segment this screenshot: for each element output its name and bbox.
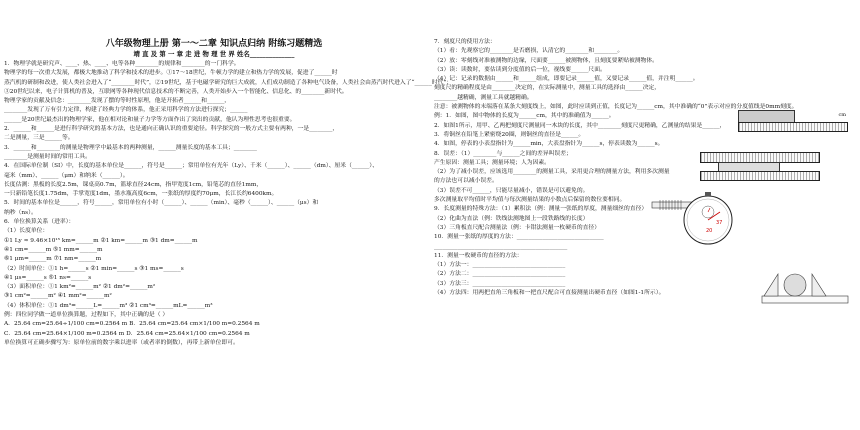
left-text-line: ①1 Ly ≈ 9.46×10¹⁵ km=______m ②1 km=______m ③1 dm=______m [4, 237, 198, 244]
right-text-line: （3）方法三：________________________________ [434, 280, 566, 287]
left-text-line: （2）时间单位：①1 h=______s ②1 min=______s ③1 ms=______s [4, 265, 184, 272]
left-text-line: （3）面积单位：①1 km²=______m² ②1 dm²=______m² [4, 284, 156, 291]
right-text-line: 例：1．如图，图中物体的长度为______cm，其中的准确值为______。 [434, 113, 615, 120]
left-text-line: 一只新铅笔长度1.75dm，手掌宽度1dm，墨水瓶高度6cm，一张纸的厚度约70μm，长江长约6400km。 [4, 191, 278, 198]
right-text-line: （3）读：读数时，要估读到分度值的后一位，视线要______尺面。 [434, 66, 606, 73]
left-text-line: ④1 cm=______m ⑤1 mm=______m [4, 246, 103, 253]
right-text-line: ______________________________________________ [434, 243, 568, 250]
left-text-line: 例：四位同学做一道单位换算题，过程如下，其中正确的是（ ） [4, 312, 169, 319]
right-text-line: 8．误差：（1）________与______之间的差异叫误差； [434, 150, 572, 157]
page-subtitle: 靖 直 及 第 一 章 走 进 物 理 世 界 姓名______________ [133, 50, 295, 58]
page-title: 八年级物理上册 第一～二章 知识点归纳 附练习题精选 [105, 39, 323, 49]
stopwatch-number-20: 20 [706, 228, 713, 234]
left-text-line: 物理学的每一次重大发展，都极大地推动了科学和技术的进步。①17～18世纪，牛顿力学的建立和热力学的发展，促进了______时 [4, 70, 338, 77]
ruler-unit-label: cm [838, 112, 846, 118]
right-text-line: 产生原因：测量工具；测量环境；人为因素。 [434, 159, 550, 166]
left-text-line: 2．______和______是进行科学研究的基本方法，也是通向正确认识的重要途径。科学探究的一般方式主要有两种，一是________， [4, 126, 339, 133]
left-text-line: ⑥1 μm=______m ⑦1 nm=______m [4, 256, 102, 263]
right-text-line: （2）方法二：________________________________ [434, 271, 566, 278]
left-text-line: 3．______和________的测量是物理学中最基本的两种测量，______测量长度的基本工具；________ [4, 144, 257, 151]
right-text-line: （1）看：先观察它的________是否磨损，认清它的________和________。 [434, 48, 624, 55]
ruler-icon [700, 171, 820, 181]
left-text-line: ______是20世纪最杰出的物理学家，他在相对论和量子力学等方面作出了突出的贡献，他认为理性思考也很重要。 [4, 116, 296, 123]
right-text-line: 9．长度测量的特殊方法：（1）累积法（例：测量一张纸的厚度，测量细丝的直径） [434, 206, 648, 213]
right-text-line: （3）误差不可______，只能尽量减小，错误是可以避免的。 [434, 187, 589, 194]
left-text-line: ________是测量时间的常用工具。 [4, 153, 91, 160]
stopwatch-icon [680, 190, 736, 246]
coin-triangle-icon [760, 268, 850, 306]
left-text-line: ________发现了万有引力定律，构建了经典力学的体系，他正采用科学的方法进行探究；______ [4, 107, 248, 114]
left-text-line: 单位换算可正确步骤写为：原单位前的数字乘以进率（或者率的倒数），再带上新单位即可。 [4, 339, 239, 346]
left-text-line: ④1 μs=______s ⑤1 ns=______s [4, 274, 92, 281]
left-text-block [4, 60, 453, 348]
right-text-line: （4）方法四：用两把直角三角板和一把直尺配合可直接测量出硬币直径（如图1-1所示）。 [434, 290, 665, 297]
right-text-line: 2．如图1所示，用甲、乙两把刻度尺测量同一木块的长度，其中________刻度尺更精确，乙测量的结果是______， [434, 122, 726, 129]
right-text-line: 的方法也可以减小误差。 [434, 178, 498, 185]
left-text-line: 蒸汽机的研制和改进，使人类社会进入了“________时代”，②19世纪，基于电磁学研究的巨大成就，人们成功制造了各种电气设备，人类社会由蒸汽时代进入了“______时代”； [4, 79, 453, 86]
right-text-line: （3）三角板直尺配合测量法（例：卡钳法测量一枚硬币的直径） [434, 224, 601, 231]
left-text-line: C．25.64 cm=25.64×1/100 m=0.2564 m D．25.64 cm=25.64×1/100 cm=0.2564 m [4, 330, 250, 337]
right-text-line: 4．如图，停表的小表盘指针为______min，大表盘指针为______s，停表读数为______s。 [434, 141, 664, 148]
right-text-line: 7．刻度尺的使用方法： [434, 39, 496, 45]
stopwatch-figure [680, 190, 736, 246]
right-text-line: ________越精确，测量工具就越精确。 [434, 94, 533, 101]
left-text-line: 5．时间的基本单位是______，符号______，常用单位有小时（______）、______（min）、毫秒（______）、______（μs）和 [4, 200, 319, 207]
left-text-line: ③1 cm²=______m² ④1 mm²=______m² [4, 293, 112, 300]
left-text-line: 毫米（mm）、______（μm）和纳米（______）。 [4, 172, 129, 179]
left-text-line: 4．在国际单位制（SI）中，长度的基本单位是______，符号是______；常用单位有光年（Ly）、千米（______）、______（dm）、厘米（______）、 [4, 163, 378, 170]
right-text-line: （4）记：记录的数据由______和______组成，即要记录______值，又要记录______值，并注明______。 [434, 76, 699, 83]
right-text-line: （2）化曲为直法（例：铁线法测地图上一段铁路线的长度） [434, 215, 589, 222]
stopwatch-number-37: 37 [716, 220, 723, 226]
right-text-line: （1）方法一：________________________________ [434, 262, 566, 269]
right-text-line: （2）为了减小误差，应该选用________的测量工具，采用更合理的测量方法，利用多次测量 [434, 169, 670, 176]
left-text-line: 纳秒（ns）。 [4, 209, 37, 216]
ruler-figure-middle [700, 150, 820, 180]
right-text-line: 注意：被测物体的末端落在某条大刻度线上，如图，此时应读到正值，长度记为______cm，其中准确的“0”表示对应的分度值线是0mm刻度。 [434, 104, 798, 111]
left-text-line: ③20世纪以来，电子计算机的普及，互联网等各种现代信息技术的不断完善，人类开始步入一个智能化、信息化、的________新时代。 [4, 88, 348, 95]
right-text-line: 刻度尺的精确程度是由________决定的，在实际测量中，测量工具的选择由______决定， [434, 85, 661, 92]
left-text-line: （1）长度单位： [4, 228, 49, 235]
left-text-line: 6．单位换算关系（进率）： [4, 219, 75, 226]
left-text-line: 1．物理学就是研究声、____、热、____、电等各种________的规律和________的一门科学。 [4, 61, 240, 67]
right-text-line: 多次测量取平均值时平均值与每次测量结果的小数点后保留的数位要相同。 [434, 197, 626, 204]
left-text-line: 二是测量，三是______等。 [4, 135, 74, 142]
triangle-rulers-figure [760, 268, 850, 306]
right-text-line: 10．测量一张纸的厚度的方法：______________________________ [434, 234, 604, 241]
right-text-line: 11．测量一枚硬币的直径的方法： [434, 252, 523, 259]
left-text-line: 长度估测：黑板的长度2.5m，课桌高0.7m，篮球直径24cm，指甲宽度1cm，铅笔芯的直径1mm， [4, 181, 263, 188]
left-text-line: （4）体积单位：①1 dm³=______L=______m³ ②1 cm³=______mL=______m³ [4, 302, 213, 309]
left-text-line: 物理学家的贡献及信念：________发现了摆的等时性原理，他是开拓者______和______， [4, 98, 231, 105]
left-text-line: A．25.64 cm=25.64÷1/100 cm=0.2564 m B．25.64 cm=25.64 cm×1/100 m=0.2564 m [4, 321, 260, 328]
ruler-icon [738, 122, 848, 132]
right-text-line: （2）放：零刻线对准被测物的边缘，尺面要______被测物体，且刻度要紧贴被测物体。 [434, 57, 658, 64]
left-column [4, 0, 453, 348]
ruler-figure-top [738, 110, 848, 132]
right-text-line: 3．将铜丝在铅笔上紧密绕20圈，则铜丝的直径是______。 [434, 131, 585, 138]
